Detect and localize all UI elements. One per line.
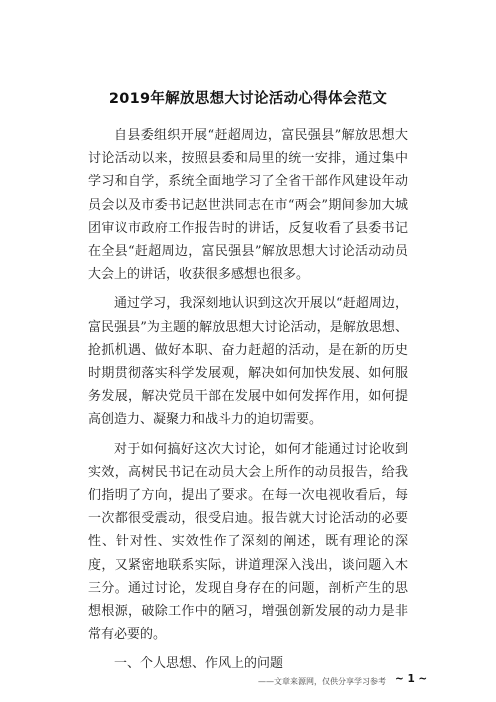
section-heading: 一、个人思想、作风上的问题 <box>114 656 284 672</box>
document-body <box>88 124 408 676</box>
paragraph-1: 自县委组织开展“赶超周边，富民强县”解放思想大讨论活动以来，按照县委和局里的统一安排，通过集中学习和自学，系统全面地学习了全省干部作风建设年动员会以及市委书记赵世洪同志在市“两会”期间参加大城团审议市政府工作报告时的讲话，反复收看了县委书记在全县“赶超周边，富民强县”解放思想大讨论活动动员大会上的讲话，收获很多感想也很多。 <box>88 128 408 283</box>
document-title: 2019年解放思想大讨论活动心得体会范文 <box>108 91 388 107</box>
paragraph-3: 对于如何搞好这次大讨论，如何才能通过讨论收到实效，高树民书记在动员大会上所作的动员报告，给我们指明了方向，提出了要求。在每一次电视收看后，每一次都很受震动，很受启迪。报告就大讨论活动的必要性、针对性、实效性作了深刻的阐述，既有理论的深度，又紧密地联系实际，讲道理深入浅出，谈问题入木三分。通过讨论，发现自身存在的问题，剖析产生的思想根源，破除工作中的陋习，增强创新发展的动力是非常有必要的。 <box>88 441 408 643</box>
paragraph-2: 通过学习，我深刻地认识到这次开展以“赶超周边，富民强县”为主题的解放思想大讨论活动，是解放思想、抢抓机遇、做好本职、奋力赶超的活动，是在新的历史时期贯彻落实科学发展观，解决如何加快发展、如何服务发展，解决党员干部在发展中如何发挥作用，如何提高创造力、凝聚力和战斗力的迫切需要。 <box>88 296 408 428</box>
footer-source-note: ——文章来源网，仅供分享学习参考 <box>258 677 386 686</box>
page-number: ~ 1 ~ <box>395 673 428 685</box>
